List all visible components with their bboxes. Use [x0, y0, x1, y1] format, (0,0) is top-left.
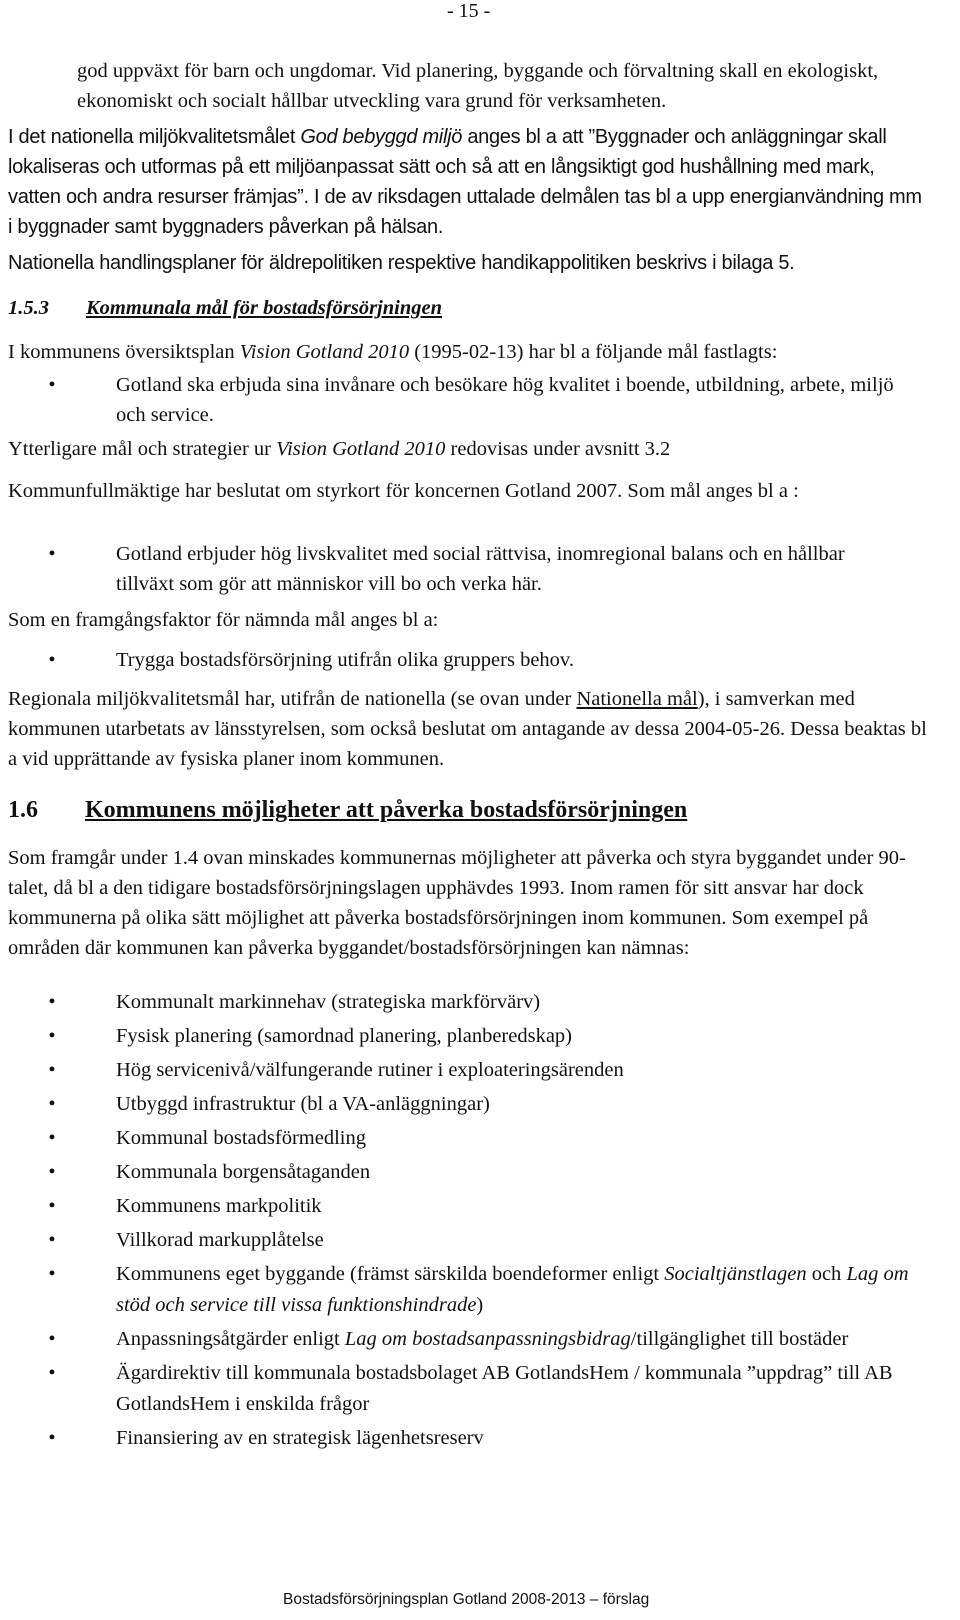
section-heading-1-5-3: 1.5.3 Kommunala mål för bostadsförsörjningen: [8, 297, 442, 319]
bullet-icon: •: [48, 1263, 56, 1285]
bullet-icon: •: [48, 1025, 56, 1047]
bullet-icon: •: [48, 1161, 56, 1183]
list-item: • Gotland ska erbjuda sina invånare och besökare hög kvalitet i boende, utbildning, arbete, miljö och service.: [40, 370, 927, 430]
paragraph-regional-goals: Regionala miljökvalitetsmål har, utifrån de nationella (se ovan under Nationella mål), i samverkan med kommunen utarbetats av länsstyrelsen, som också beslutat om antagande av dessa 2004-05-26. Dessa beaktas bl a vid upprättande av fysiska planer inom kommunen.: [8, 688, 927, 770]
bullet-icon: •: [48, 1229, 56, 1251]
list-item: • Kommunala borgensåtaganden: [40, 1157, 930, 1188]
bullet-icon: •: [48, 1093, 56, 1115]
list-item: • Hög servicenivå/välfungerande rutiner i exploateringsärenden: [40, 1055, 930, 1086]
bullet-icon: •: [48, 1195, 56, 1217]
page-number: - 15 -: [447, 0, 491, 22]
list-item: • Ägardirektiv till kommunala bostadsbolaget AB GotlandsHem / kommunala ”uppdrag” till AB GotlandsHem i enskilda frågor: [40, 1358, 930, 1420]
list-item: • Utbyggd infrastruktur (bl a VA-anläggningar): [40, 1089, 930, 1120]
page-footer: Bostadsförsörjningsplan Gotland 2008-2013 – förslag: [283, 1591, 650, 1608]
bullet-icon: •: [48, 1328, 56, 1350]
bullet-list-council: [40, 539, 890, 599]
paragraph-further-goals: Ytterligare mål och strategier ur Vision Gotland 2010 redovisas under avsnitt 3.2: [8, 438, 671, 460]
bullet-list-success-factor: [40, 645, 890, 675]
list-item: • Fysisk planering (samordnad planering, planberedskap): [40, 1021, 930, 1052]
bullet-icon: •: [48, 1427, 56, 1449]
paragraph-success-factor: Som en framgångsfaktor för nämnda mål anges bl a:: [8, 609, 439, 631]
bullet-list-vision: [40, 370, 927, 430]
section-heading-1-6: 1.6 Kommunens möjligheter att påverka bostadsförsörjningen: [8, 797, 688, 823]
paragraph-intro-continued: god uppväxt för barn och ungdomar. Vid planering, byggande och förvaltning skall en ekologiskt, ekonomiskt och socialt hållbar utveckling vara grund för verksamheten.: [77, 60, 879, 112]
link-nationella-mal[interactable]: Nationella mål: [576, 688, 698, 710]
paragraph-council-decision: Kommunfullmäktige har beslutat om styrkort för koncernen Gotland 2007. Som mål anges bl a :: [8, 480, 799, 502]
bullet-list-municipal-measures: [40, 987, 930, 1454]
paragraph-possibilities: Som framgår under 1.4 ovan minskades kommunernas möjligheter att påverka och styra byggandet under 90-talet, då bl a den tidigare bostadsförsörjningslagen upphävdes 1993. Inom ramen för sitt ansvar har dock kommunerna på olika sätt möjlighet att påverka bostadsförsörjningen inom kommunen. Som exempel på områden där kommunen kan påverka byggandet/bostadsförsörjningen kan nämnas:: [8, 847, 906, 959]
list-item: • Kommunens markpolitik: [40, 1191, 930, 1222]
bullet-icon: •: [48, 1059, 56, 1081]
bullet-icon: •: [48, 991, 56, 1013]
list-item: • Finansiering av en strategisk lägenhetsreserv: [40, 1423, 930, 1454]
list-item: • Gotland erbjuder hög livskvalitet med social rättvisa, inomregional balans och en hållbar tillväxt som gör att människor vill bo och verka här.: [40, 539, 890, 599]
bullet-icon: •: [48, 649, 56, 671]
bullet-icon: •: [48, 1362, 56, 1384]
paragraph-national-goals: I det nationella miljökvalitetsmålet God bebyggd miljö anges bl a att ”Byggnader och anläggningar skall lokaliseras och utformas på ett miljöanpassat sätt och så att en långsiktigt god hushållning med mark, vatten och andra resurser främjas”. I de av riksdagen uttalade delmålen tas bl a upp energianvändning mm i byggnader samt byggnaders påverkan på hälsan.: [8, 126, 922, 238]
bullet-icon: •: [48, 374, 56, 396]
list-item: • Kommunens eget byggande (främst särskilda boendeformer enligt Socialtjänstlagen och Lag om stöd och service till vissa funktionshindrade): [40, 1259, 930, 1321]
list-item: • Trygga bostadsförsörjning utifrån olika gruppers behov.: [40, 645, 890, 675]
list-item: • Villkorad markupplåtelse: [40, 1225, 930, 1256]
bullet-icon: •: [48, 543, 56, 565]
paragraph-vision-gotland: I kommunens översiktsplan Vision Gotland 2010 (1995-02-13) har bl a följande mål fastlagts:: [8, 341, 778, 363]
list-item: • Kommunalt markinnehav (strategiska markförvärv): [40, 987, 930, 1018]
paragraph-action-plans: Nationella handlingsplaner för äldrepolitiken respektive handikappolitiken beskrivs i bilaga 5.: [8, 252, 795, 274]
bullet-icon: •: [48, 1127, 56, 1149]
list-item: • Anpassningsåtgärder enligt Lag om bostadsanpassningsbidrag/tillgänglighet till bostäder: [40, 1324, 930, 1355]
list-item: • Kommunal bostadsförmedling: [40, 1123, 930, 1154]
